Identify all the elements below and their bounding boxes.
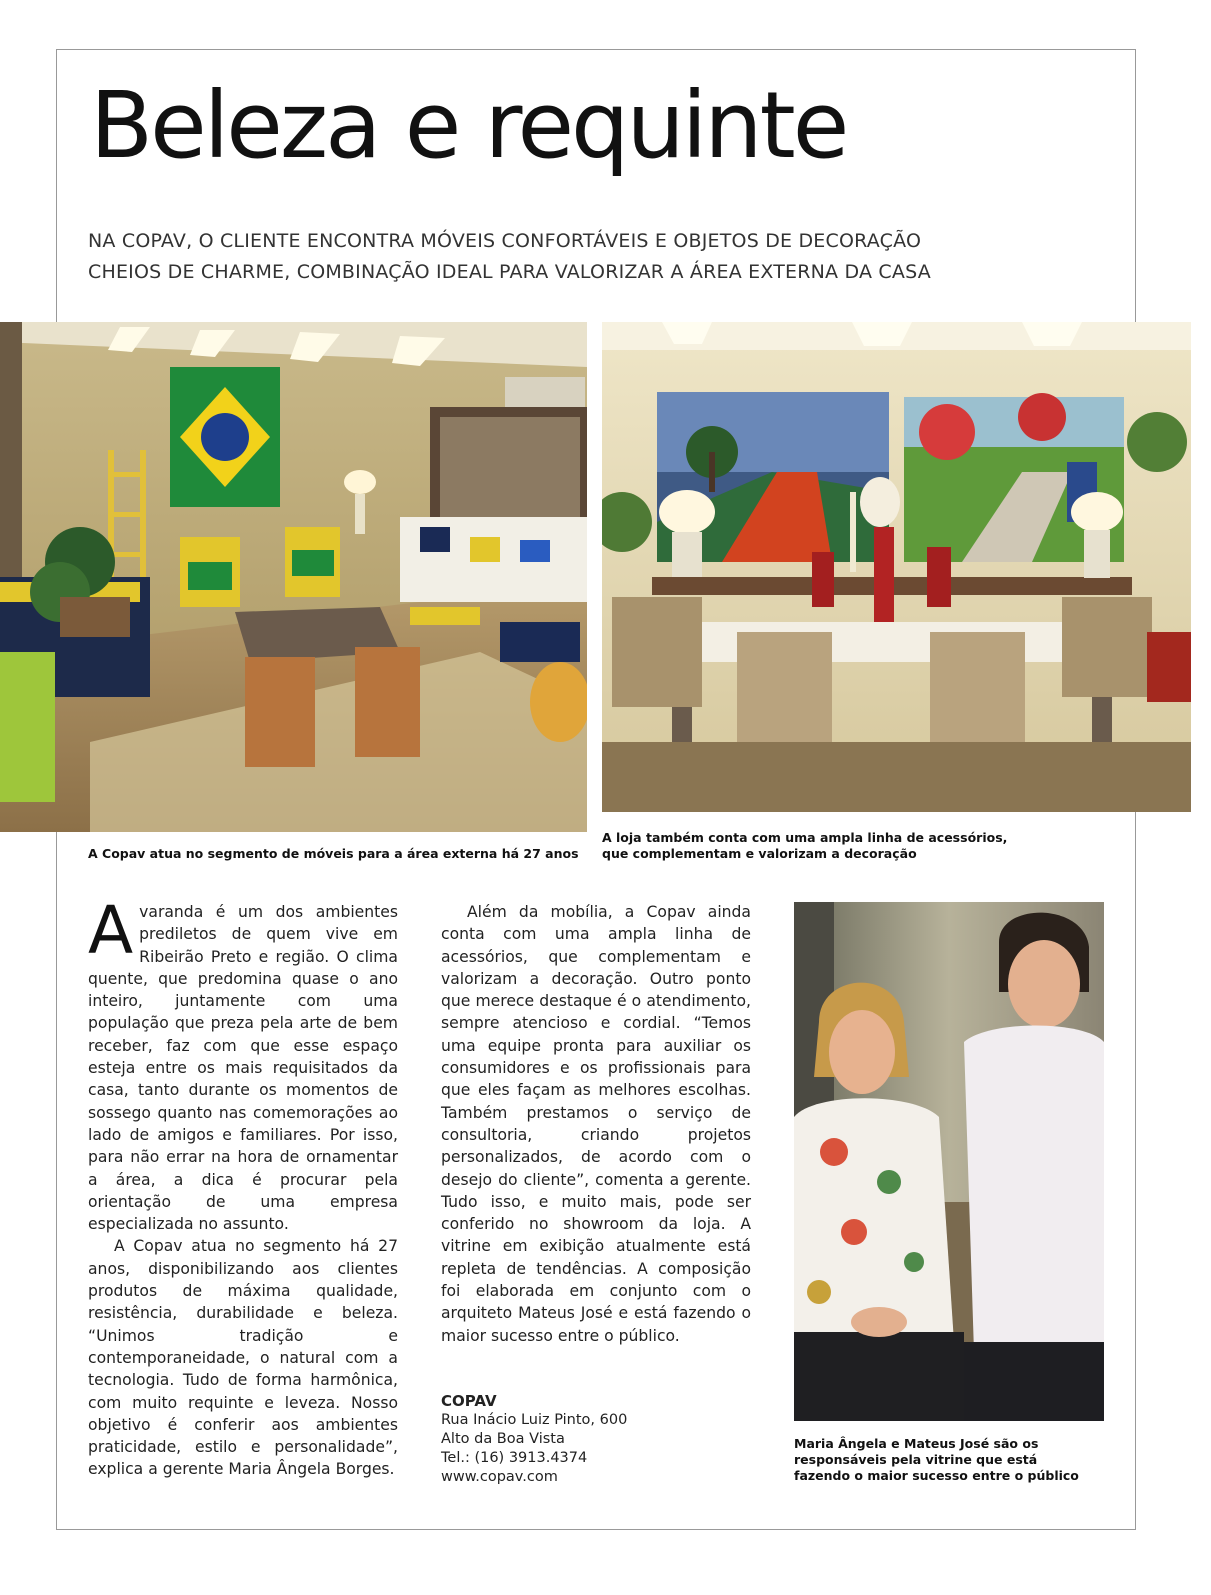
caption-dining-line-2: que complementam e valorizam a decoração [602,846,917,861]
caption-living-area: A Copav atua no segmento de móveis para a área externa há 27 anos [88,846,579,861]
photo-portrait [794,902,1104,1421]
article-column-1 [88,892,398,1481]
contact-block [441,1392,627,1487]
caption-portrait-line-3: fazendo o maior sucesso entre o público [794,1468,1079,1483]
caption-portrait-line-1: Maria Ângela e Mateus José são os [794,1436,1039,1451]
article-paragraph-3: Além da mobília, a Copav ainda conta com uma ampla linha de acessórios, que complementam e valorizam a decoração. Outro ponto que merece destaque é o atendimento, sempre atencioso e cordial. “Temos uma equipe pronta para auxiliar os consumidores e os profissionais para que eles façam as melhores escolhas. Também prestamos o serviço de consultoria, criando projetos personalizados, de acordo com o desejo do cliente”, comenta a gerente. Tudo isso, e muito mais, pode ser conferido no showroom da loja. A vitrine em exibição atualmente está repleta de tendências. A composição foi elaborada em conjunto com o arquiteto Mateus José e está fazendo o maior sucesso entre o público. [441,903,751,1345]
photo-living-area [0,322,587,832]
article-title: Beleza e requinte [90,72,847,179]
caption-dining-area [602,830,1007,862]
contact-district: Alto da Boa Vista [441,1431,565,1447]
contact-address: Rua Inácio Luiz Pinto, 600 [441,1412,628,1428]
dropcap: A [88,892,134,969]
caption-portrait [794,1436,1079,1484]
subtitle-line-2: CHEIOS DE CHARME, COMBINAÇÃO IDEAL PARA VALORIZAR A ÁREA EXTERNA DA CASA [88,261,931,283]
article-column-2 [441,901,751,1347]
caption-dining-line-1: A loja também conta com uma ampla linha de acessórios, [602,830,1008,845]
caption-portrait-line-2: responsáveis pela vitrine que está [794,1452,1038,1467]
contact-phone: Tel.: (16) 3913.4374 [441,1450,588,1466]
contact-name: COPAV [441,1392,497,1410]
article-subtitle [88,226,988,288]
photo-dining-area [602,322,1191,812]
contact-website[interactable]: www.copav.com [441,1469,558,1485]
article-paragraph-1 [88,892,398,1235]
subtitle-line-1: NA COPAV, O CLIENTE ENCONTRA MÓVEIS CONFORTÁVEIS E OBJETOS DE DECORAÇÃO [88,230,922,252]
article-paragraph-2: A Copav atua no segmento há 27 anos, disponibilizando aos clientes produtos de máxima qualidade, resistência, durabilidade e beleza. “Unimos tradição e contemporaneidade, o natural com a tecnologia. Tudo de forma harmônica, com muito requinte e leveza. Nosso objetivo é conferir aos ambientes praticidade, estilo e personalidade”, explica a gerente Maria Ângela Borges. [88,1237,398,1479]
article-paragraph-1-text: varanda é um dos ambientes prediletos de quem vive em Ribeirão Preto e região. O clima quente, que predomina quase o ano inteiro, juntamente com uma população que preza pela arte de bem receber, faz com que esse espaço esteja entre os mais requisitados da casa, tanto durante os momentos de sossego quanto nas comemorações ao lado de amigos e familiares. Por isso, para não errar na hora de ornamentar a área, a dica é procurar pela orientação de uma empresa especializada no assunto. [88,903,398,1234]
